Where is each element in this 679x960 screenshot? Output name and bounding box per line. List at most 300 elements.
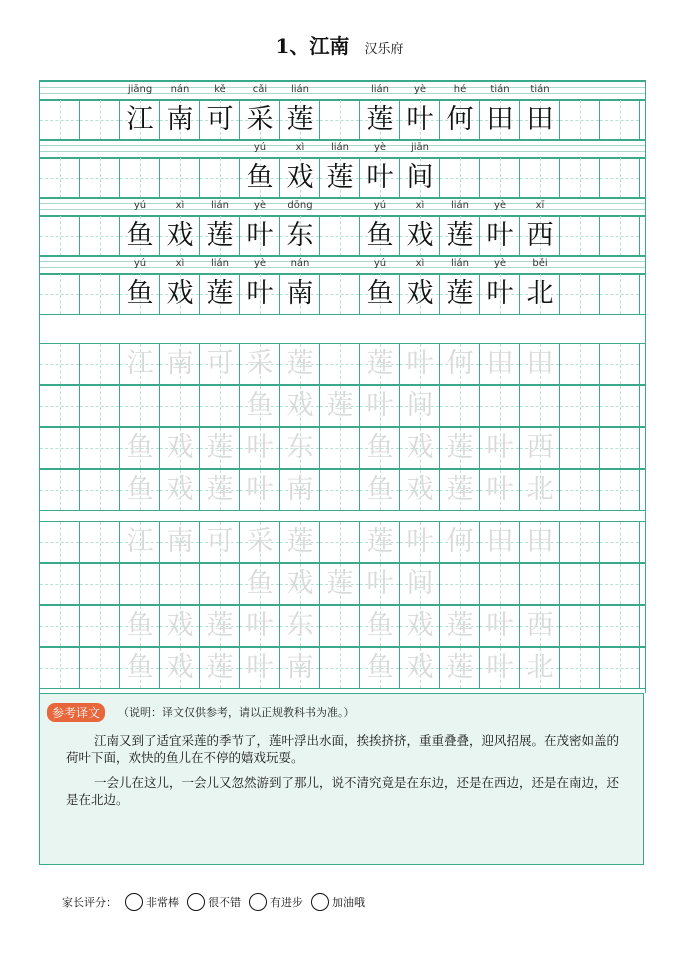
trace-row xyxy=(40,343,645,385)
grid-cell xyxy=(400,274,440,314)
grid-cell xyxy=(280,274,320,314)
grid-cell xyxy=(520,216,560,256)
grid-cell xyxy=(280,344,320,384)
grid-cell xyxy=(240,470,280,510)
poem-character: 田 xyxy=(486,104,514,135)
poem-character: 采 xyxy=(246,104,274,135)
grid-cell xyxy=(240,522,280,562)
grid-cell xyxy=(240,648,280,688)
trace-character: 莲 xyxy=(206,652,234,683)
character-row xyxy=(40,157,645,199)
grid-cell xyxy=(560,606,600,646)
trace-character: 江 xyxy=(126,526,154,557)
pinyin: lián xyxy=(210,258,230,269)
grid-cell xyxy=(360,216,400,256)
poem-title: 1、江南 xyxy=(275,34,350,58)
grid-cell xyxy=(360,158,400,198)
trace-character: 鱼 xyxy=(246,390,274,421)
pinyin: yú xyxy=(373,258,387,269)
pinyin: xì xyxy=(415,200,425,211)
trace-character: 莲 xyxy=(206,474,234,505)
poem-character: 江 xyxy=(126,104,154,135)
grid-cell xyxy=(200,522,240,562)
grid-cell xyxy=(520,606,560,646)
pinyin: tián xyxy=(530,84,550,95)
grid-cell xyxy=(40,274,80,314)
pinyin: yè xyxy=(253,258,267,269)
trace-character: 可 xyxy=(206,348,234,379)
trace-character: 南 xyxy=(286,652,314,683)
grid-cell xyxy=(120,344,160,384)
poem-character: 南 xyxy=(166,104,194,135)
grid-cell xyxy=(40,344,80,384)
trace-character: 何 xyxy=(446,348,474,379)
grid-cell xyxy=(80,606,120,646)
grid-cell xyxy=(520,428,560,468)
grid-cell xyxy=(360,606,400,646)
grid-cell xyxy=(120,274,160,314)
grid-cell xyxy=(160,100,200,140)
grid-cell xyxy=(440,274,480,314)
grid-cell xyxy=(240,274,280,314)
poem-character: 西 xyxy=(526,220,554,251)
poem-character: 莲 xyxy=(286,104,314,135)
grid-cell xyxy=(280,158,320,198)
grid-cell xyxy=(400,470,440,510)
poem-character: 鱼 xyxy=(366,220,394,251)
grid-cell xyxy=(200,564,240,604)
grid-cell xyxy=(480,216,520,256)
trace-character: 田 xyxy=(486,348,514,379)
character-row xyxy=(40,99,645,141)
grid-cell xyxy=(520,564,560,604)
trace-character: 东 xyxy=(286,610,314,641)
poem-character: 叶 xyxy=(366,162,394,193)
grid-cell xyxy=(320,100,360,140)
trace-character: 叶 xyxy=(246,432,274,463)
trace-character: 戏 xyxy=(166,432,194,463)
trace-character: 田 xyxy=(526,526,554,557)
trace-character: 戏 xyxy=(166,652,194,683)
pinyin: yè xyxy=(493,258,507,269)
grid-cell xyxy=(400,606,440,646)
grid-cell xyxy=(440,386,480,426)
grid-cell xyxy=(120,428,160,468)
grid-cell xyxy=(280,648,320,688)
poem-character: 田 xyxy=(526,104,554,135)
grid-cell xyxy=(600,648,640,688)
grid-cell xyxy=(200,100,240,140)
pinyin: yè xyxy=(373,142,387,153)
poem-character: 叶 xyxy=(486,278,514,309)
pinyin: lián xyxy=(450,200,470,211)
grid-cell xyxy=(240,158,280,198)
grid-cell xyxy=(560,216,600,256)
trace-character: 叶 xyxy=(486,610,514,641)
grid-cell xyxy=(440,344,480,384)
grid-cell xyxy=(200,344,240,384)
pinyin: lián xyxy=(450,258,470,269)
pinyin: yè xyxy=(493,200,507,211)
poem-character: 莲 xyxy=(446,220,474,251)
poem-character: 叶 xyxy=(246,278,274,309)
grid-cell xyxy=(200,274,240,314)
grid-cell xyxy=(360,648,400,688)
grid-cell xyxy=(600,564,640,604)
pinyin: kě xyxy=(214,84,226,95)
grid-cell xyxy=(160,344,200,384)
grid-cell xyxy=(320,344,360,384)
trace-character: 鱼 xyxy=(246,568,274,599)
grid-cell xyxy=(600,274,640,314)
pinyin: hé xyxy=(453,84,467,95)
grid-cell xyxy=(600,344,640,384)
trace-character: 戏 xyxy=(166,610,194,641)
trace-character: 叶 xyxy=(486,432,514,463)
pinyin: lián xyxy=(330,142,350,153)
grid-cell xyxy=(80,564,120,604)
grid-cell xyxy=(480,522,520,562)
poem-character: 东 xyxy=(286,220,314,251)
grid-cell xyxy=(240,606,280,646)
poem-character: 莲 xyxy=(446,278,474,309)
pinyin: nán xyxy=(170,84,190,95)
grid-cell xyxy=(80,100,120,140)
grid-cell xyxy=(560,344,600,384)
trace-character: 西 xyxy=(526,432,554,463)
trace-character: 何 xyxy=(446,526,474,557)
rating-option-3[interactable]: 有进步 xyxy=(249,893,303,911)
poem-character: 鱼 xyxy=(246,162,274,193)
grid-cell xyxy=(200,428,240,468)
grid-cell xyxy=(600,522,640,562)
grid-cell xyxy=(560,386,600,426)
reference-paragraph-2: 一会儿在这儿，一会儿又忽然游到了那儿，说不清究竟是在东边，还是在西边，还是在南边，还是在北边。 xyxy=(66,775,620,807)
grid-cell xyxy=(520,344,560,384)
grid-cell xyxy=(280,386,320,426)
grid-cell xyxy=(160,522,200,562)
pinyin: lián xyxy=(370,84,390,95)
pinyin: yú xyxy=(133,258,147,269)
grid-cell xyxy=(400,216,440,256)
circle-icon[interactable] xyxy=(249,893,267,911)
reference-paragraph-1: 江南又到了适宜采莲的季节了，莲叶浮出水面，挨挨挤挤，重重叠叠，迎风招展。在茂密如盖的荷叶下面，欢快的鱼儿在不停的嬉戏玩耍。 xyxy=(66,733,620,765)
grid-cell xyxy=(440,158,480,198)
trace-character: 莲 xyxy=(326,568,354,599)
grid-cell xyxy=(120,564,160,604)
grid-cell xyxy=(160,428,200,468)
trace-character: 叶 xyxy=(486,652,514,683)
writing-grid xyxy=(39,80,646,693)
grid-cell xyxy=(440,564,480,604)
pinyin-band xyxy=(40,255,645,275)
grid-cell xyxy=(160,216,200,256)
grid-cell xyxy=(320,428,360,468)
grid-cell xyxy=(280,100,320,140)
trace-character: 莲 xyxy=(206,610,234,641)
pinyin: xì xyxy=(295,142,305,153)
grid-cell xyxy=(600,216,640,256)
trace-character: 戏 xyxy=(286,568,314,599)
grid-cell xyxy=(600,606,640,646)
reference-panel xyxy=(39,693,644,865)
grid-cell xyxy=(600,428,640,468)
character-row xyxy=(40,273,645,315)
grid-cell xyxy=(560,648,600,688)
pinyin: tián xyxy=(490,84,510,95)
grid-cell xyxy=(320,274,360,314)
grid-cell xyxy=(400,100,440,140)
grid-cell xyxy=(480,158,520,198)
grid-cell xyxy=(80,522,120,562)
trace-row xyxy=(40,521,645,563)
trace-character: 南 xyxy=(286,474,314,505)
trace-character: 戏 xyxy=(406,652,434,683)
trace-character: 东 xyxy=(286,432,314,463)
grid-cell xyxy=(400,428,440,468)
trace-character: 间 xyxy=(406,390,434,421)
trace-character: 莲 xyxy=(446,652,474,683)
trace-character: 西 xyxy=(526,610,554,641)
grid-cell xyxy=(240,100,280,140)
circle-icon[interactable] xyxy=(125,893,143,911)
grid-cell xyxy=(360,522,400,562)
poem-character: 莲 xyxy=(206,220,234,251)
trace-character: 鱼 xyxy=(366,610,394,641)
grid-cell xyxy=(280,522,320,562)
grid-cell xyxy=(360,274,400,314)
grid-cell xyxy=(160,648,200,688)
grid-cell xyxy=(400,648,440,688)
grid-cell xyxy=(160,564,200,604)
poem-character: 鱼 xyxy=(126,278,154,309)
character-row xyxy=(40,215,645,257)
trace-character: 莲 xyxy=(366,348,394,379)
grid-cell xyxy=(440,100,480,140)
circle-icon[interactable] xyxy=(311,893,329,911)
grid-cell xyxy=(480,386,520,426)
grid-cell xyxy=(40,428,80,468)
pinyin: yè xyxy=(413,84,427,95)
grid-cell xyxy=(200,470,240,510)
grid-cell xyxy=(80,428,120,468)
grid-cell xyxy=(200,606,240,646)
grid-cell xyxy=(320,564,360,604)
trace-character: 叶 xyxy=(366,390,394,421)
poem-character: 叶 xyxy=(486,220,514,251)
grid-cell xyxy=(600,158,640,198)
grid-cell xyxy=(80,274,120,314)
trace-character: 叶 xyxy=(486,474,514,505)
reference-note: （说明：译文仅供参考，请以正规教科书为准。） xyxy=(118,706,355,719)
grid-cell xyxy=(400,522,440,562)
grid-cell xyxy=(520,274,560,314)
poem-character: 可 xyxy=(206,104,234,135)
trace-row xyxy=(40,385,645,427)
parent-rating xyxy=(62,893,365,911)
trace-character: 叶 xyxy=(246,610,274,641)
grid-cell xyxy=(120,648,160,688)
trace-character: 叶 xyxy=(246,652,274,683)
trace-character: 莲 xyxy=(446,432,474,463)
grid-cell xyxy=(200,216,240,256)
pinyin-band xyxy=(40,197,645,217)
grid-cell xyxy=(560,428,600,468)
poem-character: 间 xyxy=(406,162,434,193)
grid-cell xyxy=(480,606,520,646)
poem-character: 莲 xyxy=(326,162,354,193)
grid-cell xyxy=(280,564,320,604)
pinyin: xì xyxy=(175,200,185,211)
grid-cell xyxy=(120,522,160,562)
trace-row xyxy=(40,647,645,689)
grid-cell xyxy=(120,606,160,646)
grid-cell xyxy=(600,100,640,140)
grid-cell xyxy=(480,100,520,140)
poem-character: 戏 xyxy=(166,278,194,309)
grid-cell xyxy=(480,470,520,510)
grid-cell xyxy=(360,100,400,140)
poem-character: 叶 xyxy=(246,220,274,251)
trace-character: 莲 xyxy=(446,610,474,641)
grid-cell xyxy=(80,158,120,198)
pinyin: yú xyxy=(253,142,267,153)
rating-option-2[interactable]: 很不错 xyxy=(187,893,241,911)
grid-cell xyxy=(400,344,440,384)
grid-cell xyxy=(560,274,600,314)
grid-cell xyxy=(440,216,480,256)
grid-cell xyxy=(160,274,200,314)
pinyin: yú xyxy=(373,200,387,211)
grid-cell xyxy=(520,158,560,198)
grid-cell xyxy=(400,564,440,604)
grid-cell xyxy=(280,428,320,468)
trace-character: 莲 xyxy=(326,390,354,421)
pinyin: cǎi xyxy=(252,84,268,95)
grid-cell xyxy=(560,100,600,140)
grid-cell xyxy=(440,470,480,510)
grid-cell xyxy=(80,648,120,688)
grid-cell xyxy=(520,386,560,426)
grid-cell xyxy=(120,470,160,510)
trace-character: 鱼 xyxy=(126,474,154,505)
pinyin: xì xyxy=(415,258,425,269)
pinyin: xī xyxy=(535,200,545,211)
grid-cell xyxy=(40,522,80,562)
reference-badge: 参考译文 xyxy=(47,703,105,722)
grid-cell xyxy=(160,470,200,510)
trace-character: 戏 xyxy=(406,474,434,505)
poem-character: 鱼 xyxy=(366,278,394,309)
grid-cell xyxy=(80,344,120,384)
grid-cell xyxy=(480,274,520,314)
poem-character: 莲 xyxy=(366,104,394,135)
grid-cell xyxy=(200,386,240,426)
grid-cell xyxy=(320,386,360,426)
grid-cell xyxy=(80,470,120,510)
trace-character: 莲 xyxy=(446,474,474,505)
grid-cell xyxy=(120,386,160,426)
poem-character: 莲 xyxy=(206,278,234,309)
pinyin: yú xyxy=(133,200,147,211)
grid-cell xyxy=(160,606,200,646)
trace-row xyxy=(40,605,645,647)
grid-cell xyxy=(600,470,640,510)
rating-option-1[interactable]: 非常棒 xyxy=(125,893,179,911)
grid-cell xyxy=(280,606,320,646)
grid-cell xyxy=(40,470,80,510)
trace-character: 田 xyxy=(486,526,514,557)
pinyin: jiāng xyxy=(127,84,153,95)
rating-label: 家长评分： xyxy=(62,896,117,909)
grid-cell xyxy=(360,344,400,384)
grid-cell xyxy=(280,470,320,510)
trace-character: 鱼 xyxy=(366,652,394,683)
trace-character: 戏 xyxy=(166,474,194,505)
trace-row xyxy=(40,563,645,605)
grid-cell xyxy=(600,386,640,426)
grid-cell xyxy=(240,386,280,426)
trace-character: 鱼 xyxy=(366,474,394,505)
grid-cell xyxy=(320,470,360,510)
poem-author: 汉乐府 xyxy=(364,42,404,57)
trace-character: 鱼 xyxy=(126,610,154,641)
grid-cell xyxy=(440,428,480,468)
grid-cell xyxy=(320,522,360,562)
rating-option-4[interactable]: 加油哦 xyxy=(311,893,365,911)
trace-character: 南 xyxy=(166,526,194,557)
grid-cell xyxy=(560,470,600,510)
trace-character: 北 xyxy=(526,652,554,683)
pinyin: nán xyxy=(290,258,310,269)
grid-cell xyxy=(560,522,600,562)
grid-cell xyxy=(360,386,400,426)
grid-cell xyxy=(520,100,560,140)
poem-character: 叶 xyxy=(406,104,434,135)
pinyin: dōng xyxy=(287,200,313,211)
grid-cell xyxy=(120,158,160,198)
trace-character: 田 xyxy=(526,348,554,379)
grid-cell xyxy=(40,606,80,646)
poem-character: 鱼 xyxy=(126,220,154,251)
page-title xyxy=(0,30,679,59)
trace-row xyxy=(40,427,645,469)
grid-cell xyxy=(360,564,400,604)
circle-icon[interactable] xyxy=(187,893,205,911)
grid-cell xyxy=(480,344,520,384)
trace-character: 南 xyxy=(166,348,194,379)
trace-character: 叶 xyxy=(366,568,394,599)
grid-cell xyxy=(480,648,520,688)
trace-character: 鱼 xyxy=(126,652,154,683)
poem-character: 戏 xyxy=(166,220,194,251)
grid-cell xyxy=(40,648,80,688)
trace-character: 莲 xyxy=(366,526,394,557)
grid-cell xyxy=(200,648,240,688)
grid-cell xyxy=(200,158,240,198)
grid-cell xyxy=(240,564,280,604)
pinyin-band xyxy=(40,81,645,101)
grid-cell xyxy=(320,216,360,256)
grid-cell xyxy=(80,216,120,256)
trace-character: 莲 xyxy=(286,348,314,379)
grid-cell xyxy=(560,158,600,198)
grid-cell xyxy=(440,522,480,562)
poem-character: 戏 xyxy=(406,278,434,309)
grid-cell xyxy=(520,522,560,562)
pinyin: běi xyxy=(532,258,548,269)
grid-cell xyxy=(560,564,600,604)
